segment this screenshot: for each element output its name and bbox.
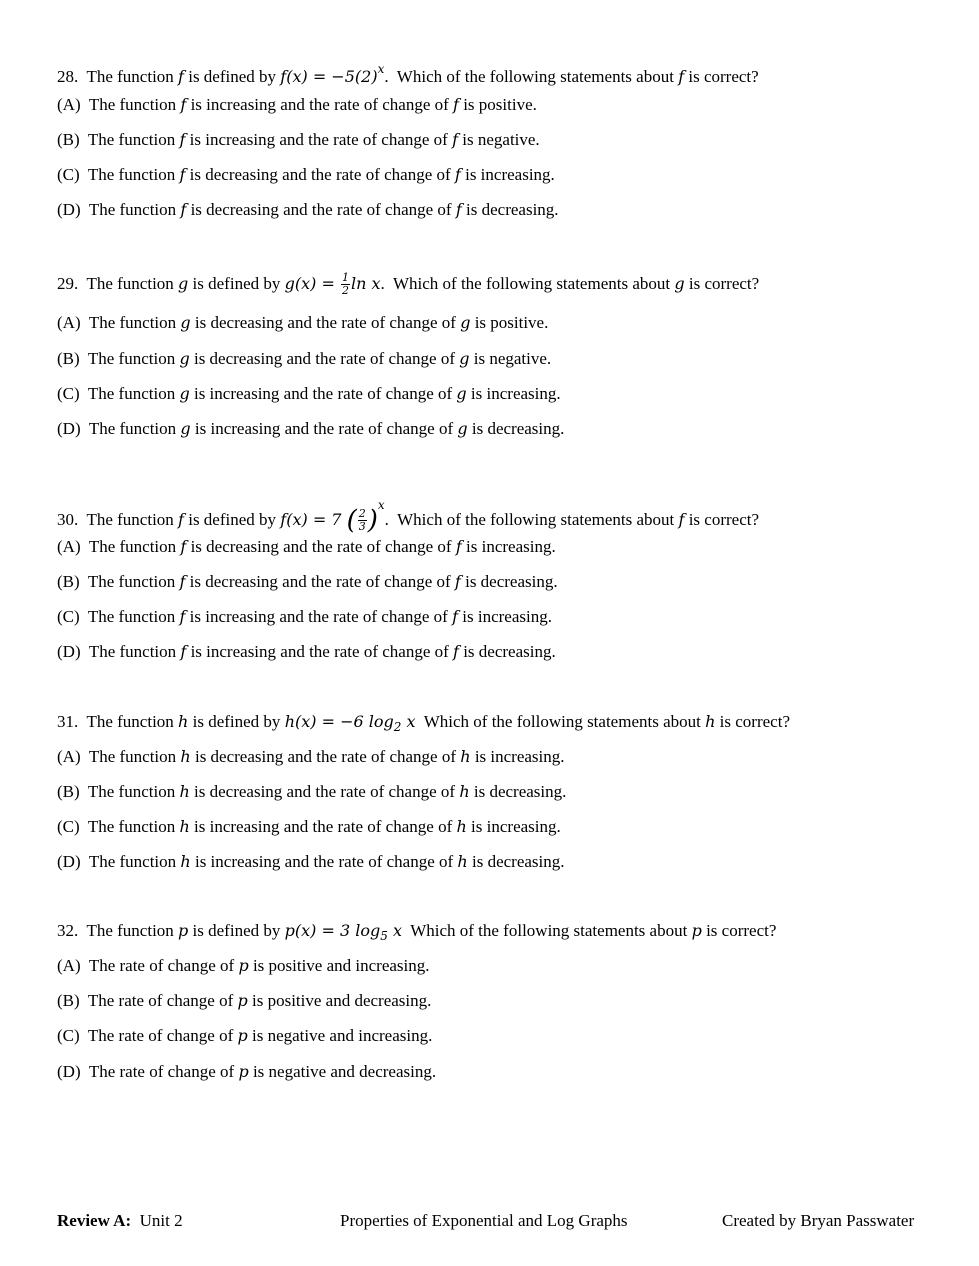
stem-text: is defined by <box>192 274 281 293</box>
function-variable: h <box>457 852 468 871</box>
function-expression <box>284 712 416 734</box>
stem-text: . <box>380 274 385 293</box>
stem-text: is correct? <box>688 67 759 86</box>
function-expression <box>280 498 385 536</box>
stem-text: The function <box>86 510 174 529</box>
stem-text: is correct? <box>719 712 790 731</box>
question-31-stem <box>57 711 790 738</box>
option-label: (C) <box>57 817 80 836</box>
option-text: The function <box>88 747 177 766</box>
option-label: (D) <box>57 419 81 438</box>
answer-option <box>57 129 540 151</box>
option-text: is decreasing and the rate of change of <box>194 313 456 332</box>
option-text: The rate of change of <box>87 991 234 1010</box>
option-label: (A) <box>57 95 81 114</box>
option-text: The function <box>87 165 176 184</box>
function-variable: f <box>454 572 461 591</box>
function-variable: f <box>180 537 187 556</box>
option-text: is negative and decreasing. <box>252 1062 437 1081</box>
stem-text: Which of the following statements about <box>397 510 675 529</box>
answer-option <box>57 606 552 628</box>
function-variable: p <box>238 1062 249 1081</box>
question-29-stem <box>57 272 759 297</box>
option-text: is positive. <box>463 95 537 114</box>
stem-text: . <box>384 510 389 529</box>
option-text: is decreasing. <box>471 852 565 871</box>
stem-text: The function <box>86 274 174 293</box>
option-text: is decreasing and the rate of change of <box>189 165 451 184</box>
option-text: The function <box>87 130 176 149</box>
option-text: is positive. <box>474 313 549 332</box>
stem-text: is defined by <box>192 712 281 731</box>
function-variable: g <box>178 274 189 293</box>
left-paren: ( <box>346 505 357 536</box>
answer-option <box>57 746 565 768</box>
stem-text: The function <box>86 712 174 731</box>
stem-text: is correct? <box>688 510 760 529</box>
function-variable: f <box>178 67 184 86</box>
option-text: is increasing. <box>471 817 561 836</box>
function-variable: p <box>691 921 702 940</box>
option-text: The function <box>87 349 176 368</box>
fraction <box>341 272 350 297</box>
option-text: is decreasing and the rate of change of <box>193 349 455 368</box>
option-label: (A) <box>57 537 81 556</box>
option-label: (D) <box>57 852 81 871</box>
answer-option <box>57 816 561 838</box>
option-text: is increasing. <box>462 607 552 626</box>
stem-text: is defined by <box>192 921 281 940</box>
option-text: is increasing. <box>465 165 555 184</box>
option-label: (C) <box>57 607 80 626</box>
function-variable: g <box>179 349 190 368</box>
function-variable: h <box>178 712 189 731</box>
function-expression <box>284 921 402 943</box>
option-text: is decreasing. <box>463 642 556 661</box>
option-text: is decreasing and the rate of change of <box>190 537 452 556</box>
option-text: is increasing and the rate of change of <box>194 817 453 836</box>
function-variable: h <box>179 817 190 836</box>
option-label: (D) <box>57 1062 81 1081</box>
expression-text: p(x) = 3 log <box>284 921 381 940</box>
function-variable: f <box>455 200 462 219</box>
option-text: is increasing and the rate of change of <box>194 852 454 871</box>
function-variable: f <box>454 165 461 184</box>
stem-text: Which of the following statements about <box>392 274 671 293</box>
expression-variable: x <box>406 712 416 731</box>
option-text: is decreasing and the rate of change of <box>194 747 456 766</box>
question-30-stem <box>57 494 760 536</box>
option-label: (A) <box>57 747 81 766</box>
option-label: (C) <box>57 165 80 184</box>
option-text: The function <box>87 572 176 591</box>
option-text: The function <box>87 817 176 836</box>
stem-text: . <box>384 67 389 86</box>
option-label: (D) <box>57 642 81 661</box>
function-variable: p <box>178 921 189 940</box>
function-variable: f <box>179 607 186 626</box>
function-variable: h <box>180 852 191 871</box>
option-label: (B) <box>57 130 80 149</box>
expression-variable: x <box>392 921 402 940</box>
function-variable: f <box>452 130 459 149</box>
option-text: is increasing and the rate of change of <box>189 607 448 626</box>
option-text: is decreasing. <box>466 200 559 219</box>
option-text: The function <box>88 313 177 332</box>
question-number: 32. <box>57 921 79 940</box>
function-variable: f <box>179 130 186 149</box>
option-text: The function <box>87 384 176 403</box>
question-number: 28. <box>57 67 79 86</box>
option-text: The function <box>88 537 177 556</box>
function-variable: f <box>180 642 187 661</box>
option-label: (D) <box>57 200 81 219</box>
expression-text: ln <box>350 274 367 293</box>
fraction-numerator: 2 <box>358 507 366 520</box>
option-text: is increasing. <box>474 747 565 766</box>
function-variable: f <box>179 165 186 184</box>
function-variable: g <box>180 313 191 332</box>
expression-text: g(x) = <box>284 274 335 293</box>
function-variable: g <box>460 313 471 332</box>
function-variable: p <box>237 991 248 1010</box>
answer-option <box>57 851 565 873</box>
fraction-denominator: 2 <box>341 284 349 297</box>
answer-option <box>57 348 551 370</box>
function-variable: f <box>180 95 187 114</box>
function-variable: f <box>179 572 186 591</box>
option-label: (A) <box>57 956 81 975</box>
option-text: is decreasing. <box>465 572 558 591</box>
option-text: is decreasing and the rate of change of <box>190 200 452 219</box>
footer-right: Created by Bryan Passwater <box>722 1211 915 1230</box>
right-paren: ) <box>367 505 378 536</box>
option-label: (C) <box>57 384 80 403</box>
function-variable: g <box>459 349 470 368</box>
stem-text: is correct? <box>706 921 777 940</box>
answer-option <box>57 781 566 803</box>
option-label: (B) <box>57 349 80 368</box>
function-variable: g <box>179 384 190 403</box>
option-text: is positive and decreasing. <box>252 991 432 1010</box>
function-expression <box>284 271 381 297</box>
exponent: x <box>377 62 385 76</box>
option-text: The function <box>88 95 177 114</box>
stem-text: is defined by <box>188 510 277 529</box>
answer-option <box>57 1025 432 1047</box>
option-text: is decreasing. <box>471 419 565 438</box>
option-text: is increasing and the rate of change of <box>190 642 449 661</box>
option-text: The function <box>88 852 177 871</box>
answer-option <box>57 955 430 977</box>
option-label: (B) <box>57 991 80 1010</box>
option-text: is increasing. <box>466 537 556 556</box>
stem-text: The function <box>86 921 174 940</box>
option-text: is positive and increasing. <box>252 956 430 975</box>
function-variable: h <box>456 817 467 836</box>
function-variable: h <box>179 782 190 801</box>
answer-option <box>57 312 548 334</box>
option-label: (B) <box>57 572 80 591</box>
function-variable: h <box>460 747 471 766</box>
option-text: The function <box>87 782 176 801</box>
function-expression <box>280 62 385 86</box>
log-base: 2 <box>393 720 402 734</box>
answer-option <box>57 383 561 405</box>
answer-option <box>57 571 558 593</box>
footer-review-label: Review A: <box>57 1211 132 1230</box>
stem-text: The function <box>86 67 174 86</box>
fraction-denominator: 3 <box>358 520 366 533</box>
stem-text: is correct? <box>688 274 760 293</box>
answer-option <box>57 94 537 116</box>
option-label: (A) <box>57 313 81 332</box>
option-text: is negative and increasing. <box>252 1026 433 1045</box>
function-variable: f <box>455 537 462 556</box>
question-number: 30. <box>57 510 79 529</box>
function-variable: p <box>238 956 249 975</box>
function-variable: f <box>452 607 459 626</box>
footer-unit: Unit 2 <box>139 1211 183 1230</box>
answer-option <box>57 164 555 186</box>
option-text: The function <box>88 642 177 661</box>
function-variable: g <box>674 274 685 293</box>
stem-text: is defined by <box>188 67 277 86</box>
option-text: is decreasing and the rate of change of <box>194 782 456 801</box>
function-variable: f <box>180 200 187 219</box>
option-text: is increasing and the rate of change of <box>193 384 453 403</box>
option-text: is increasing and the rate of change of <box>189 130 448 149</box>
option-text: is negative. <box>473 349 552 368</box>
option-text: is negative. <box>462 130 540 149</box>
option-text: is decreasing. <box>473 782 567 801</box>
expression-text: h(x) = −6 log <box>284 712 394 731</box>
option-label: (C) <box>57 1026 80 1045</box>
option-text: The rate of change of <box>87 1026 234 1045</box>
function-variable: f <box>453 642 459 661</box>
answer-option <box>57 1061 436 1083</box>
question-28-stem <box>57 58 759 88</box>
answer-option <box>57 641 556 663</box>
question-number: 29. <box>57 274 79 293</box>
option-text: is increasing and the rate of change of <box>194 419 454 438</box>
function-variable: f <box>453 95 459 114</box>
function-variable: g <box>456 384 467 403</box>
stem-text: Which of the following statements about <box>410 921 688 940</box>
function-variable: h <box>180 747 191 766</box>
function-variable: f <box>178 510 184 529</box>
function-variable: f <box>678 67 685 86</box>
function-variable: f <box>678 510 685 529</box>
stem-text: Which of the following statements about <box>423 712 701 731</box>
option-text: The function <box>87 607 176 626</box>
exponent: x <box>377 498 385 512</box>
option-label: (B) <box>57 782 80 801</box>
log-base: 5 <box>380 929 388 943</box>
function-variable: g <box>457 419 468 438</box>
option-text: is increasing and the rate of change of <box>190 95 449 114</box>
answer-option <box>57 536 556 558</box>
option-text: The function <box>88 200 177 219</box>
answer-option <box>57 199 559 221</box>
answer-option <box>57 418 564 440</box>
stem-text: Which of the following statements about <box>396 67 674 86</box>
question-32-stem <box>57 920 776 947</box>
fraction-numerator: 1 <box>341 271 349 284</box>
expression-text: f(x) = −5(2) <box>280 67 378 86</box>
footer-left <box>57 1211 183 1231</box>
option-text: is increasing. <box>470 384 561 403</box>
answer-option <box>57 990 431 1012</box>
function-variable: p <box>237 1026 248 1045</box>
expression-text: f(x) = 7 <box>280 510 342 529</box>
function-variable: g <box>180 419 191 438</box>
function-variable: h <box>705 712 716 731</box>
option-text: is decreasing and the rate of change of <box>189 572 451 591</box>
function-variable: h <box>459 782 470 801</box>
option-text: The function <box>88 419 177 438</box>
option-text: The rate of change of <box>88 956 235 975</box>
expression-variable: x <box>371 274 381 293</box>
footer-center: Properties of Exponential and Log Graphs <box>340 1211 628 1230</box>
option-text: The rate of change of <box>88 1062 235 1081</box>
fraction <box>358 508 367 533</box>
question-number: 31. <box>57 712 79 731</box>
